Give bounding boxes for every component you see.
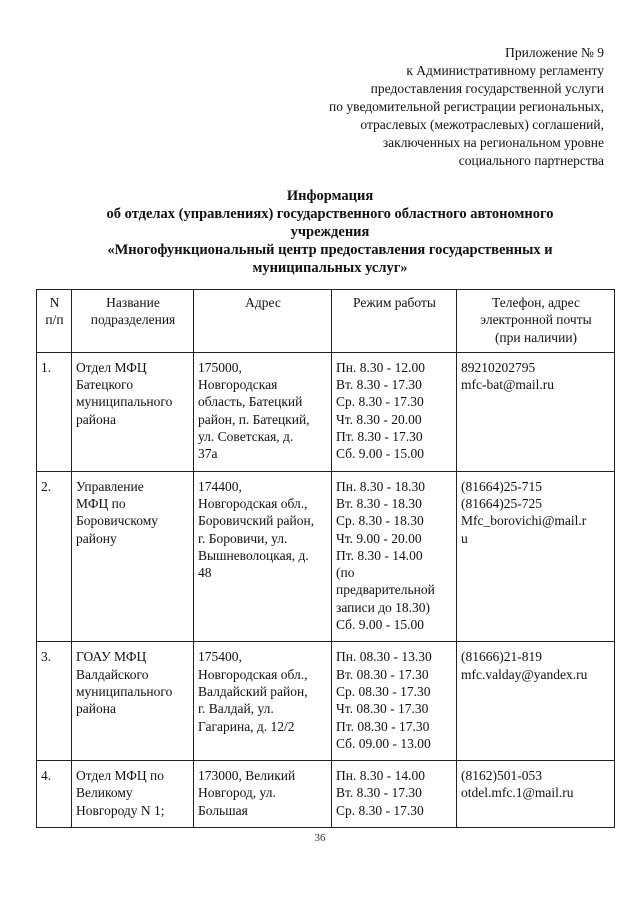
title-line: муниципальных услуг» bbox=[252, 260, 408, 276]
appendix-header bbox=[244, 44, 604, 170]
table-row bbox=[37, 352, 615, 471]
title-line: Информация bbox=[286, 188, 374, 204]
cell-contacts: (81664)25-715 (81664)25-725 Mfc_borovichi@mail.r u bbox=[457, 471, 615, 642]
cell-schedule: Пн. 08.30 - 13.30 Вт. 08.30 - 17.30 Ср. 08.30 - 17.30 Чт. 08.30 - 17.30 Пт. 08.30 - 17.30 Сб. 09.00 - 13.00 bbox=[332, 642, 457, 761]
email-text: mfc-bat@mail.ru bbox=[461, 377, 555, 393]
cell-number: 3. bbox=[37, 642, 72, 761]
cell-contacts: (8162)501-053 otdel.mfc.1@mail.ru bbox=[457, 761, 615, 828]
table-row bbox=[37, 761, 615, 828]
cell-name: Управление МФЦ по Боровичскому району bbox=[72, 471, 194, 642]
header-address: Адрес bbox=[194, 290, 332, 353]
cell-name: ГОАУ МФЦ Валдайского муниципального района bbox=[72, 642, 194, 761]
appendix-line: по уведомительной регистрации региональных, bbox=[329, 99, 604, 114]
table-row bbox=[37, 471, 615, 642]
cell-name: Отдел МФЦ Батецкого муниципального района bbox=[72, 352, 194, 471]
cell-schedule: Пн. 8.30 - 12.00 Вт. 8.30 - 17.30 Ср. 8.30 - 17.30 Чт. 8.30 - 20.00 Пт. 8.30 - 17.30 Сб. 9.00 - 15.00 bbox=[332, 352, 457, 471]
cell-number: 1. bbox=[37, 352, 72, 471]
email-text: mfc.valday@yandex.ru bbox=[461, 666, 588, 682]
mfc-offices-table bbox=[36, 289, 615, 828]
table-header-row bbox=[37, 290, 615, 353]
cell-address: 173000, Великий Новгород, ул. Большая bbox=[194, 761, 332, 828]
appendix-line: предоставления государственной услуги bbox=[370, 81, 604, 96]
document-title bbox=[60, 187, 600, 277]
cell-address: 174400, Новгородская обл., Боровичский район, г. Боровичи, ул. Вышневолоцкая, д. 48 bbox=[194, 471, 332, 642]
cell-address: 175000, Новгородская область, Батецкий район, п. Батецкий, ул. Советская, д. 37а bbox=[194, 352, 332, 471]
appendix-line: Приложение № 9 bbox=[505, 45, 604, 60]
title-line: «Многофункциональный центр предоставления государственных и bbox=[107, 242, 553, 258]
cell-number: 2. bbox=[37, 471, 72, 642]
cell-address: 175400, Новгородская обл., Валдайский район, г. Валдай, ул. Гагарина, д. 12/2 bbox=[194, 642, 332, 761]
table-row bbox=[37, 642, 615, 761]
cell-number: 4. bbox=[37, 761, 72, 828]
cell-schedule: Пн. 8.30 - 18.30 Вт. 8.30 - 18.30 Ср. 8.30 - 18.30 Чт. 9.00 - 20.00 Пт. 8.30 - 14.00 (по предварительной записи до 18.30) Сб. 9.00 - 15.00 bbox=[332, 471, 457, 642]
header-contacts: Телефон, адрес электронной почты (при наличии) bbox=[457, 290, 615, 353]
email-text: otdel.mfc.1@mail.ru bbox=[461, 785, 574, 801]
page-number: 36 bbox=[314, 832, 326, 844]
appendix-line: отраслевых (межотраслевых) соглашений, bbox=[360, 117, 604, 132]
email-text: Mfc_borovichi@mail.r bbox=[461, 513, 587, 529]
title-line: об отделах (управлениях) государственного областного автономного bbox=[106, 206, 554, 222]
cell-schedule: Пн. 8.30 - 14.00 Вт. 8.30 - 17.30 Ср. 8.30 - 17.30 bbox=[332, 761, 457, 828]
header-name: Название подразделения bbox=[72, 290, 194, 353]
appendix-line: социального партнерства bbox=[458, 153, 604, 168]
header-schedule: Режим работы bbox=[332, 290, 457, 353]
title-line: учреждения bbox=[290, 224, 370, 240]
appendix-line: к Административному регламенту bbox=[406, 63, 604, 78]
cell-contacts: (81666)21-819 mfc.valday@yandex.ru bbox=[457, 642, 615, 761]
cell-contacts: 89210202795 mfc-bat@mail.ru bbox=[457, 352, 615, 471]
cell-name: Отдел МФЦ по Великому Новгороду N 1; bbox=[72, 761, 194, 828]
appendix-line: заключенных на региональном уровне bbox=[382, 135, 604, 150]
header-number: N п/п bbox=[37, 290, 72, 353]
